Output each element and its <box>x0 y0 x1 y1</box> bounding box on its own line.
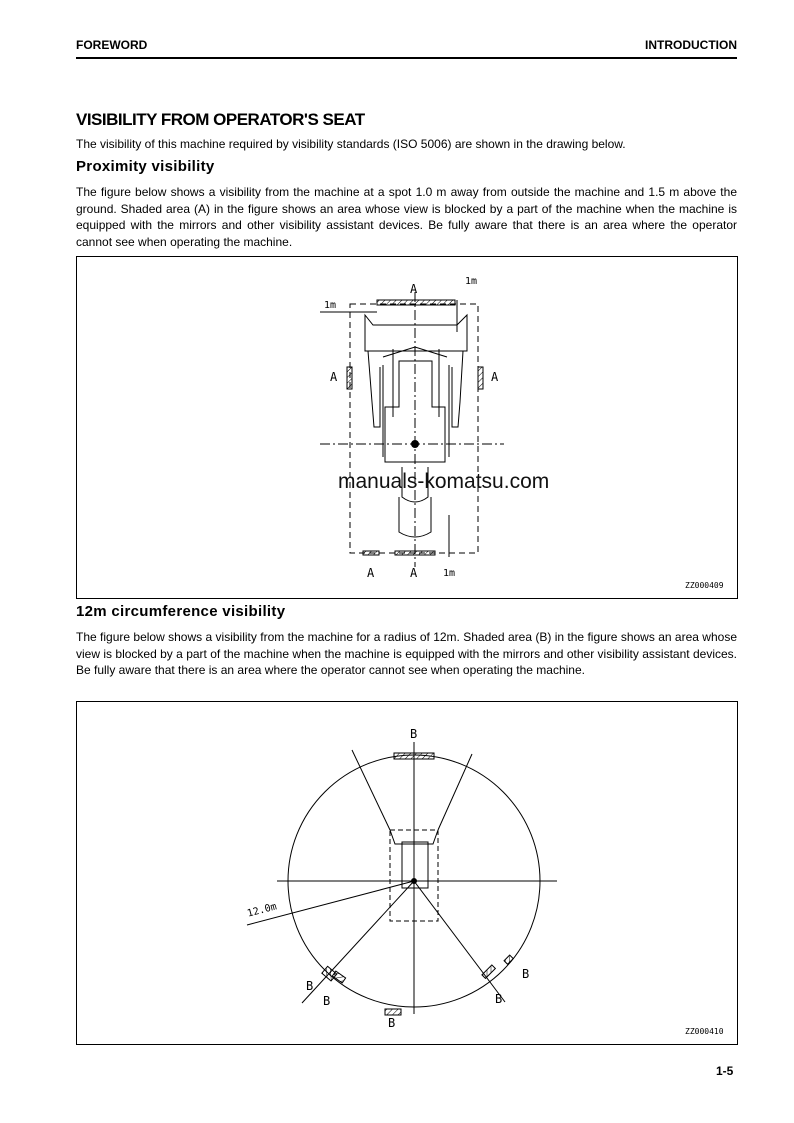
label-a-right: A <box>491 370 499 384</box>
label-1m-top: 1m <box>465 276 478 287</box>
label-a-left: A <box>330 370 338 384</box>
label-b-rear: B <box>388 1016 396 1030</box>
label-radius: 12.0m <box>246 901 279 920</box>
blind-area-rear-left-b <box>332 971 345 983</box>
blind-area-left <box>347 367 352 389</box>
sight-line-front-left <box>352 750 390 830</box>
label-b-rear-right-b: B <box>522 967 530 981</box>
blind-area-rear <box>385 1009 401 1015</box>
center-point <box>412 441 419 448</box>
section-heading-proximity: Proximity visibility <box>76 158 215 175</box>
1m-boundary <box>350 304 478 553</box>
label-a-rear-left: A <box>367 566 375 580</box>
header-chapter: INTRODUCTION <box>645 38 737 52</box>
header-rule <box>76 57 737 59</box>
figure-12m-visibility <box>76 701 738 1045</box>
sight-line-rear-right <box>414 881 505 1002</box>
blind-area-rear-right-b <box>504 955 513 964</box>
label-1m-left: 1m <box>324 300 337 311</box>
figure-code: ZZ000409 <box>685 581 724 590</box>
page-title: VISIBILITY FROM OPERATOR'S SEAT <box>76 110 365 129</box>
sight-line-front-right <box>438 754 472 830</box>
label-b-rear-right-a: B <box>495 992 503 1006</box>
section-text-proximity: The figure below shows a visibility from the machine at a spot 1.0 m away from outside the machine and 1.5 m above the ground. Shaded area (A) in the figure shows an area whose view is blocked by a part of the machine when the machine is equipped with the mirrors and other visibility assistant devices. Be fully aware that there is an area where the operator cannot see when operating the machine. <box>76 185 737 249</box>
label-1m-bottom: 1m <box>443 568 456 579</box>
label-b-front: B <box>410 727 418 741</box>
proximity-diagram <box>77 257 737 598</box>
machine-outline <box>365 315 467 537</box>
watermark: manuals-komatsu.com <box>338 470 550 493</box>
circumference-diagram <box>77 702 737 1044</box>
section-heading-12m: 12m circumference visibility <box>76 603 286 620</box>
blind-area-rear-left <box>363 551 379 555</box>
label-a-front: A <box>410 282 418 296</box>
blind-area-rear-right-a <box>482 965 495 978</box>
blind-area-front <box>394 753 434 759</box>
blind-area-right <box>478 367 483 389</box>
label-a-rear: A <box>410 566 418 580</box>
section-text-12m: The figure below shows a visibility from the machine for a radius of 12m. Shaded area (B) in the figure shows an area whose view is blocked by a part of the machine when the machine is equipped with the mirrors and other visibility assistant devices. Be fully aware that there is an area where the operator cannot see when operating the machine. <box>76 630 737 677</box>
center-point <box>412 879 417 884</box>
sight-line-rear-left <box>302 881 414 1003</box>
header-section: FOREWORD <box>76 38 148 52</box>
intro-text: The visibility of this machine required by visibility standards (ISO 5006) are shown in the drawing below. <box>76 137 626 151</box>
label-b-rear-left-a: B <box>306 979 314 993</box>
page-number: 1-5 <box>716 1064 734 1078</box>
label-b-rear-left-b: B <box>323 994 331 1008</box>
figure-code: ZZ000410 <box>685 1027 724 1036</box>
blind-area-rear <box>395 551 435 555</box>
blind-area-front <box>377 300 455 305</box>
figure-proximity-visibility <box>76 256 738 599</box>
